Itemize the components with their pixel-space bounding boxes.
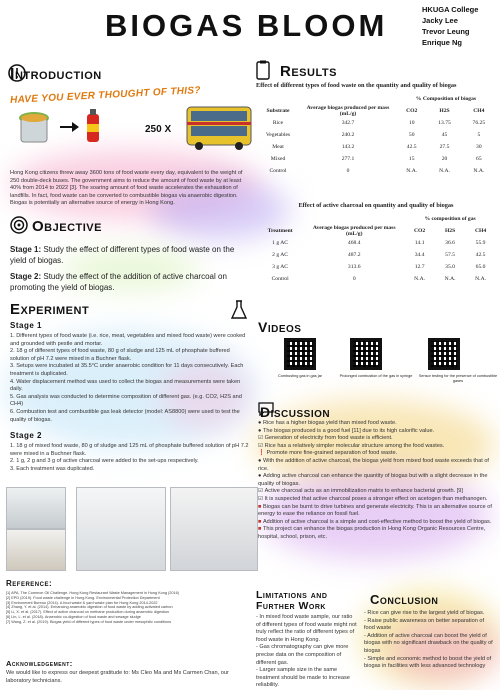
discussion-point (258, 496, 498, 504)
table-cell: Mixed (270, 156, 286, 162)
reference-item: [6] Lin, L. et al. (2018). Anaerobic co-digestion of food waste and sewage sludge (6, 614, 141, 619)
stage-1-text: Study the effect of different types of food waste on the yield of biogas. (10, 245, 235, 265)
table-cell: 0 (346, 168, 350, 174)
table-cell: 57.5 (445, 252, 455, 258)
food-waste-bin-image (14, 110, 54, 144)
discussion-text: Promote more fine-grained separation of food waste. (266, 450, 398, 457)
table-cell: 76.25 (472, 120, 486, 126)
limitations-text: Gas chromatography can give more precise data on the composition of different gas. (256, 644, 349, 666)
table-group-header: % composition of gas (424, 216, 476, 222)
table-cell: 65.0 (475, 264, 486, 270)
results-heading: Results (280, 63, 337, 80)
author-name: Enrique Ng (422, 38, 463, 47)
table-cell: 36.6 (445, 240, 455, 246)
objective-heading: Objective (32, 218, 102, 235)
bullet-icon: ● (258, 420, 263, 426)
table-cell: 34.4 (414, 252, 425, 258)
table-cell: 27.5 (439, 144, 450, 150)
table-cell: Vegetables (265, 132, 291, 138)
table-header: H2S (439, 108, 450, 114)
multiplier-label: 250 X (145, 124, 172, 135)
table-cell: 1 g AC (272, 240, 289, 246)
conclusion-heading: Conclusion (370, 592, 439, 607)
table-row (256, 261, 496, 273)
acknowledgement-text: We would like to express our deepest gratitude to: Ms Cleo Ma and Ms Carmen Chan, our laboratory technicians. (6, 670, 229, 684)
square-bullet-icon: ■ (258, 526, 263, 533)
table-cell: 5 (477, 132, 481, 138)
reference-item: [3] Environment Bureau (2014). A food waste & yard waste plan for Hong Kong 2014-2022 (6, 600, 158, 605)
reference-heading: Reference: (6, 579, 53, 588)
table-cell: Meat (272, 144, 284, 150)
experiment-photo (6, 529, 66, 571)
stage-1-label: Stage 1: (10, 245, 42, 254)
author-name: Jacky Lee (422, 16, 458, 25)
discussion-text: This project can enhance the biogas production in Hong Kong Organic Resources Centre, hospital, school, prison, etc. (258, 526, 486, 540)
arrow-icon (60, 120, 80, 132)
limitations-heading-line: Further Work (256, 600, 326, 612)
conclusion-point: - Raise public awareness on better separation of food waste (364, 617, 485, 632)
experiment-step: 2. 1 g, 2 g and 3 g of active charcoal were added to the set-ups respectively. (10, 458, 199, 465)
table-header: CO2 (414, 228, 426, 234)
discussion-text: Generation of electricity from food waste is efficient. (264, 435, 393, 442)
double-deck-bus-image (185, 104, 253, 150)
experiment-step: 3. Each treatment was duplicated. (10, 465, 95, 472)
table-cell: N.A. (444, 276, 456, 282)
table-cell: 2 g AC (272, 252, 289, 258)
experiment-step: 5. Gas analysis was conducted to determine composition of different gas. (e.g. CO2, H2S and CH4) (10, 393, 242, 408)
results-table-2 (256, 213, 496, 285)
table-header: CH4 (474, 228, 487, 234)
table-cell: 468.4 (347, 240, 361, 246)
discussion-point (258, 504, 498, 519)
discussion-point (258, 435, 498, 443)
limitations-point: - In mixed food waste sample, our ratio of different types of food waste might not truly reflect the ratio of different types of food waste in Hong Kong. (256, 614, 357, 643)
table-cell: 487.2 (347, 252, 361, 258)
table-cell: Rice (272, 120, 284, 126)
table-header: CH4 (473, 108, 485, 114)
table-cell: 50 (408, 132, 415, 138)
table-cell: 12.7 (414, 264, 425, 270)
flask-icon (230, 300, 248, 320)
experiment-step: 2. 18 g of different types of food waste, 80 g of sludge and 125 mL of phosphate buffered solution of pH 7.2 were mixed in a Buchner flask. (10, 348, 230, 362)
bullet-icon: ● (258, 427, 263, 434)
experiment-stage-1-steps (10, 333, 250, 424)
table-cell: 30 (476, 144, 482, 150)
table-row (256, 249, 496, 261)
conclusion-text: Addition of active charcoal can boost the yield of biogas with no significant drawback on the quality of biogas (364, 632, 493, 654)
discussion-text: Biogas can be burnt to drive turbines and generate electricity. This is an alternative source of energy to ease the reliance on fossil fuel. (258, 503, 492, 518)
author-name: Trevor Leung (422, 27, 470, 36)
discussion-point (258, 488, 498, 496)
table-cell: 13.75 (438, 120, 451, 126)
table-cell: 14.1 (414, 240, 425, 246)
table-cell: 55.9 (475, 240, 486, 246)
checkbox-icon: ☑ (258, 442, 265, 449)
table-cell: 3 g AC (272, 264, 289, 270)
experiment-stage-2-heading: Stage 2 (10, 431, 42, 440)
discussion-list (258, 420, 498, 542)
discussion-heading: Discussion (260, 404, 331, 420)
discussion-text: Adding active charcoal can enhance the quantity of biogas but with a slight decrease in the quality of biogas. (258, 473, 488, 487)
limitations-text: Larger sample size in the same treatment should be made to increase reliability. (256, 667, 350, 689)
table-group-header: % Composition of biogas (415, 96, 477, 102)
bullet-icon: ● (258, 473, 263, 480)
experiment-step: 4. Water displacement method was used to collect the biogas and measurements were taken daily. (10, 378, 241, 393)
table-cell: 20 (441, 156, 448, 162)
checkbox-icon: ☑ (258, 495, 265, 502)
introduction-heading: Introduction (10, 66, 102, 83)
table-cell: 0 (352, 276, 356, 282)
table-cell: 42.5 (475, 252, 486, 258)
table-cell: 42.5 (406, 144, 417, 150)
limitations-heading-line: Limitations and (256, 589, 328, 601)
stage-2-label: Stage 2: (10, 272, 42, 281)
discussion-text: It is suspected that active charcoal poses a stronger effect on acetogen than methanogen. (264, 495, 488, 502)
table-cell: 65 (476, 156, 482, 162)
discussion-point (258, 420, 498, 428)
conclusion-text: Simple and economic method to boost the yield of biogas in facilities with less advanced technology (364, 655, 492, 670)
conclusion-text: Rice can give rise to the largest yield of biogas. (367, 610, 485, 616)
video-caption: Combusting gas in gas jar (278, 374, 322, 378)
discussion-text: Addition of active charcoal is a simple and cost-effective method to boost the yield of biogas. (262, 518, 492, 525)
table-cell: 45 (441, 132, 448, 138)
discussion-text: Rice has a higher biogas yield than mixed food waste. (262, 420, 397, 426)
objective-icon (10, 216, 28, 234)
experiment-step: 3. Setups were incubated at 35.5°C under anaerobic condition for 11 days consecutively. Each treatment is duplicated. (10, 363, 244, 377)
table-cell: N.A. (475, 276, 487, 282)
experiment-step: 6. Combustion test and combustible gas leak detector (model: AS8800) were used to test the quality of biogas. (10, 408, 240, 423)
reference-item: [1] APA, The Common Oil Challenge. Hong Kong Restaurant Waste Management in Hong Kong (2016) (6, 591, 179, 595)
table-cell: 342.7 (341, 120, 355, 126)
video-qr-code[interactable] (428, 338, 460, 370)
table-cell: 240.2 (341, 132, 355, 138)
conclusion-list (364, 610, 496, 671)
bullet-icon: ● (258, 457, 263, 464)
table-cell: 313.6 (347, 264, 361, 270)
table-header: CO2 (406, 108, 418, 114)
video-caption: Sensor testing for the presence of combustible gases (418, 374, 498, 383)
table-row (256, 117, 496, 129)
reference-item: [4] Zhang, Y. et al. (2014). Enhancing anaerobic digestion of food waste by adding activated carbon (6, 605, 173, 610)
discussion-point (258, 473, 498, 488)
square-bullet-icon: ■ (258, 518, 263, 525)
discussion-text: The biogas produced is a good fuel [11] due to its high calorific value. (262, 427, 435, 434)
poster-title: BIOGAS BLOOM (105, 8, 388, 43)
checkbox-icon: ☑ (258, 435, 265, 442)
videos-heading: Videos (258, 319, 302, 335)
objective-stage-1 (10, 244, 250, 266)
experiment-step: 1. 18 g of mixed food waste, 80 g of sludge and 125 mL of phosphate buffered solution of pH 7.2 were mixed in a Buchner flask. (10, 443, 249, 457)
reference-item: [2] EPD (2019). Food waste challenge in Hong Kong. Environmental Protection Department (6, 595, 160, 600)
table-row (256, 153, 496, 165)
video-qr-code[interactable] (284, 338, 316, 370)
table-header: Average biogas produced per mass (mL/g) (306, 105, 390, 117)
table-cell: N.A. (414, 276, 426, 282)
reference-item: [7] Wang, Z. et al. (2019). Biogas yield of different types of food waste under mesophilic conditions (6, 619, 172, 624)
gas-canister-image (84, 108, 102, 144)
reference-item: [5] Li, X. et al. (2017). Effect of active charcoal on methane production during anaerobic digestion (6, 610, 170, 615)
objective-stage-2 (10, 271, 250, 293)
results-table-1-caption: Effect of different types of food waste on the quantity and quality of biogas (256, 82, 457, 89)
table-cell: N.A. (406, 168, 418, 174)
discussion-point (258, 526, 498, 541)
exclamation-icon: ❗ (258, 450, 267, 457)
checkbox-icon: ☑ (258, 488, 265, 495)
experiment-photo (6, 487, 66, 529)
table-cell: N.A. (439, 168, 450, 174)
video-qr-code[interactable] (350, 338, 382, 370)
table-cell: 277.1 (341, 156, 355, 162)
limitations-list (256, 614, 358, 690)
conclusion-point: - Addition of active charcoal can boost the yield of biogas with no significant drawback on the quality of biogas (364, 632, 493, 654)
square-bullet-icon: ■ (258, 503, 263, 510)
experiment-stage-2-steps (10, 443, 250, 473)
table-cell: 10 (408, 120, 415, 126)
experiment-stage-1-heading: Stage 1 (10, 321, 42, 330)
lab-photo (76, 487, 166, 571)
table-cell: Control (269, 168, 287, 174)
table-cell: 15 (408, 156, 415, 162)
table-row (256, 141, 496, 153)
discussion-text: With the addition of active charcoal, the biogas yield from mixed food waste exceeds that of rice. (258, 457, 489, 472)
discussion-point (258, 450, 498, 458)
conclusion-point: - Simple and economic method to boost the yield of biogas in facilities with less advanced technology (364, 655, 492, 670)
table-header: H2S (444, 228, 456, 234)
video-caption: Prolonged combustion of the gas in syringe (339, 374, 413, 378)
experiment-step: 1. Different types of food waste (i.e. rice, meat, vegetables and mixed food waste) were cooked and grounded with pestle and mortar. (10, 333, 246, 347)
table-cell: N.A. (473, 168, 485, 174)
author-block (422, 4, 478, 48)
table-cell: Control (271, 276, 289, 282)
table-row (256, 129, 496, 141)
table-cell: 143.2 (341, 144, 355, 150)
table-header: Treatment (267, 228, 293, 234)
conclusion-text: Raise public awareness on better separation of food waste (364, 617, 485, 632)
discussion-point (258, 458, 498, 473)
table-row (256, 273, 496, 285)
discussion-point (258, 519, 498, 527)
table-header: Average biogas produced per mass (mL/g) (312, 225, 396, 237)
introduction-tagline: HAVE YOU EVER THOUGHT OF THIS? (9, 85, 202, 106)
results-table-2-caption: Effect of active charcoal on quantity and quality of biogas (298, 202, 454, 209)
limitations-heading (256, 590, 327, 612)
limitations-point: - Larger sample size in the same treatment should be made to increase reliability. (256, 667, 350, 689)
reference-list (6, 591, 254, 625)
table-row (256, 237, 496, 249)
experiment-heading: Experiment (10, 301, 90, 318)
discussion-text: Rice has a relatively simpler molecular structure among the food wastes. (264, 442, 445, 449)
discussion-text: Active charcoal acts as an immobilization matrix to enhance bacterial growth. [9] (264, 488, 463, 495)
clipboard-icon (256, 60, 270, 80)
results-table-1 (256, 93, 496, 177)
limitations-point: - Gas chromatography can give more precise data on the composition of different gas. (256, 644, 349, 666)
stage-2-text: Study the effect of the addition of active charcoal on promoting the yield of biogas. (10, 272, 227, 292)
limitations-text: In mixed food waste sample, our ratio of different types of food waste might not truly reflect the ratio of different types of food waste in Hong Kong. (256, 614, 357, 643)
acknowledgement-heading: Acknowledgement: (6, 659, 73, 668)
conclusion-point: - Rice can give rise to the largest yield of biogas. (364, 610, 485, 616)
introduction-body: Hong Kong citizens threw away 3600 tons of food waste every day, equivalent to the weight of 250 double-deck buses. The government aims to reduce the amount of food waste by at least 40% from 2014 to 2022 [3]. The soaring amount of food waste accelerates the exhaustion of landfills. In fact, food waste can be converted to combustible biogas via anaerobic digestion. Biogas is potentially an alternative source of energy in Hong Kong. (10, 170, 243, 207)
school-name: HKUGA College (422, 5, 479, 14)
table-row (256, 165, 496, 177)
table-header: Substrate (266, 108, 290, 114)
lab-photo (170, 487, 258, 571)
table-cell: 35.0 (445, 264, 455, 270)
